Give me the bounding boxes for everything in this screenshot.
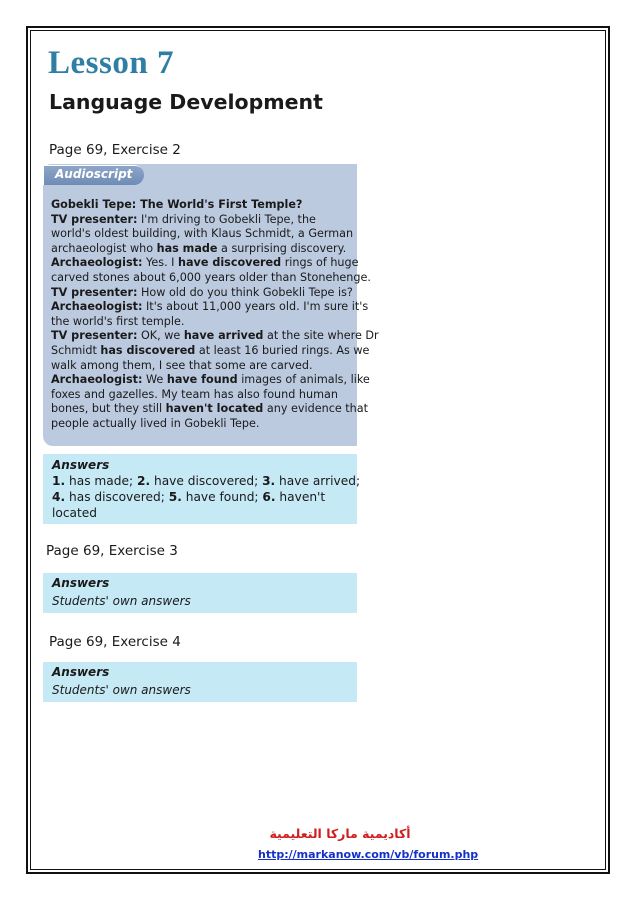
text-segment: bones, but they still (51, 402, 166, 416)
text-segment: at least 16 buried rings. As we (195, 343, 370, 357)
bold-text: 3. (262, 474, 276, 488)
script-line (51, 329, 379, 344)
script-line (51, 227, 361, 242)
exercise-4-answer: Students' own answers (52, 683, 191, 697)
exercise-4-heading: Page 69, Exercise 4 (49, 634, 181, 650)
text-segment: I'm driving to Gobekli Tepe, the (137, 212, 316, 226)
audioscript-text (51, 198, 379, 432)
exercise-2-heading: Page 69, Exercise 2 (49, 142, 181, 158)
text-segment: haven't (275, 489, 326, 504)
text-segment: people actually lived in Gobekli Tepe. (51, 416, 260, 430)
bold-text: 1. (52, 474, 66, 488)
exercise-2-answers-box (43, 454, 361, 524)
text-segment: has discovered; (65, 489, 169, 504)
script-line (51, 213, 361, 228)
script-line (51, 373, 370, 388)
text-segment: a surprising discovery. (217, 241, 347, 255)
text-segment: the world's first temple. (51, 314, 185, 328)
bold-text: has made (156, 241, 218, 255)
exercise-3-heading: Page 69, Exercise 3 (46, 543, 178, 559)
text-segment: have found; (181, 489, 263, 504)
script-line (51, 300, 369, 315)
script-line (51, 402, 369, 417)
text-segment: carved stones about 6,000 years older than Stonehenge. (51, 270, 371, 284)
text-segment: Schmidt (51, 343, 101, 357)
bold-text: TV presenter: (51, 329, 138, 343)
section-title: Language Development (49, 90, 323, 114)
script-line (51, 242, 361, 257)
exercise-3-answer: Students' own answers (52, 594, 191, 608)
answer-line (52, 506, 360, 522)
text-segment: It's about 11,000 years old. I'm sure it's (142, 300, 369, 314)
script-line (51, 286, 361, 301)
exercise-3-answers-box (43, 573, 357, 613)
answer-line (52, 490, 360, 506)
answers-label: Answers (52, 458, 110, 472)
script-line (51, 388, 361, 403)
bold-text: 4. (52, 489, 66, 504)
answers-label: Answers (52, 665, 110, 679)
bold-text: 2. (136, 474, 151, 488)
script-line (51, 315, 361, 330)
text-segment: any evidence that (263, 402, 369, 416)
lesson-title: Lesson 7 (48, 45, 174, 81)
bold-text: TV presenter: (51, 212, 138, 226)
script-line (51, 359, 361, 374)
exercise-2-answers (52, 474, 360, 521)
text-segment: located (52, 505, 98, 520)
bold-text: Archaeologist: (51, 300, 143, 314)
bold-text: TV presenter: (51, 285, 138, 299)
script-line (51, 343, 370, 359)
text-segment: OK, we (137, 329, 184, 343)
script-line (51, 417, 361, 432)
bold-text: have discovered (178, 256, 282, 270)
bold-text: 6. (262, 489, 276, 504)
text-segment: images of animals, like (237, 373, 370, 387)
text-segment: have discovered; (150, 474, 263, 488)
bold-text: have found (166, 373, 238, 387)
text-segment: have arrived; (275, 474, 361, 488)
text-segment: walk among them, I see that some are carved. (51, 358, 313, 372)
bold-text: haven't located (165, 402, 264, 416)
text-segment: has made; (65, 474, 137, 488)
text-segment: archaeologist who (51, 241, 157, 255)
footer-forum-link[interactable]: http://markanow.com/vb/forum.php (258, 848, 479, 861)
bold-text: 5. (168, 489, 182, 504)
text-segment: rings of huge (281, 256, 359, 270)
footer-academy-name: أكاديمية ماركا التعليمية (269, 826, 411, 841)
bold-text: Archaeologist: (51, 256, 143, 270)
bold-text: have arrived (183, 329, 264, 343)
text-segment: We (142, 373, 167, 387)
text-segment: foxes and gazelles. My team has also found human (51, 387, 338, 401)
exercise-4-answers-box (43, 662, 357, 702)
answers-label: Answers (52, 576, 110, 590)
text-segment: at the site where Dr (263, 329, 379, 343)
audioscript-tab (43, 165, 144, 185)
script-line (51, 256, 361, 271)
text-segment: How old do you think Gobekli Tepe is? (137, 285, 353, 299)
audioscript-tab-label: Audioscript (55, 167, 133, 181)
bold-text: has discovered (100, 343, 196, 357)
script-line (51, 270, 371, 286)
answer-line (52, 474, 360, 490)
text-segment: Yes. I (142, 256, 179, 270)
bold-text: Archaeologist: (51, 373, 143, 387)
script-line (51, 198, 361, 213)
text-segment: world's oldest building, with Klaus Schmidt, a German (51, 227, 354, 241)
bold-text: Gobekli Tepe: The World's First Temple? (51, 198, 303, 211)
